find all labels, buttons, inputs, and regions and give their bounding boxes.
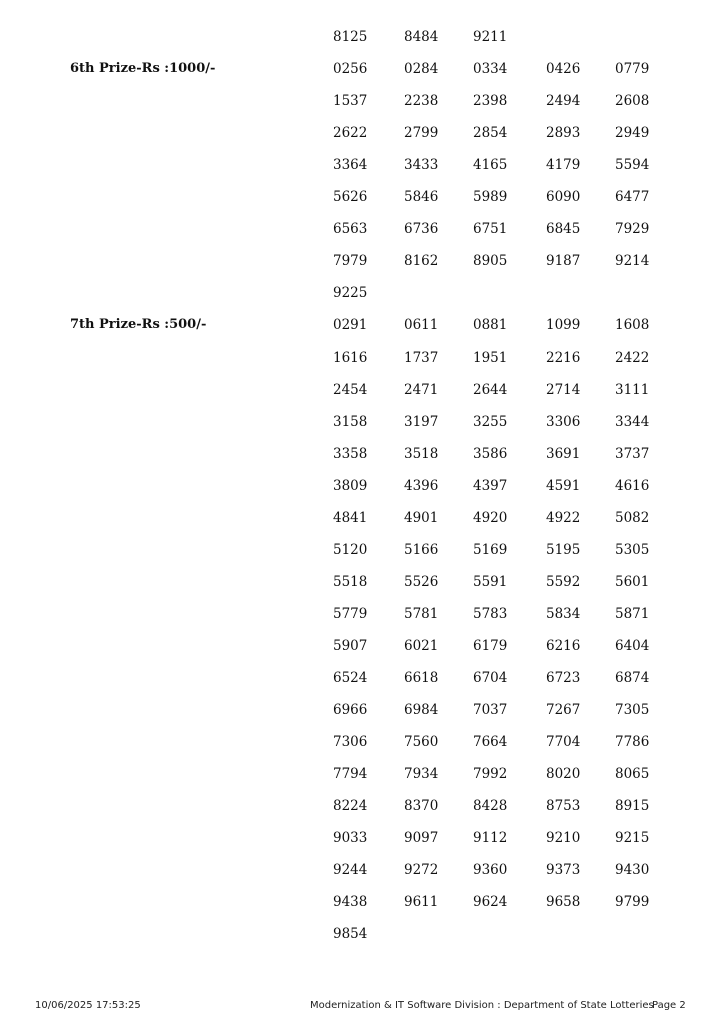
ticket-number: 5779 [333,605,368,622]
ticket-number: 9211 [473,29,508,45]
ticket-number: 6563 [333,221,368,238]
number-row [0,91,724,111]
ticket-number: 9611 [404,894,439,911]
number-row [0,251,724,271]
ticket-number: 9373 [546,862,581,879]
ticket-number: 6477 [615,189,650,206]
ticket-number: 0426 [546,61,581,78]
ticket-number: 7786 [615,734,650,751]
ticket-number: 2471 [404,381,439,398]
ticket-number: 3358 [333,445,368,462]
number-row [0,380,724,400]
ticket-number: 6845 [546,221,581,238]
ticket-number: 4901 [404,509,439,526]
ticket-number: 8915 [615,798,650,815]
ticket-number: 6966 [333,702,368,719]
ticket-number: 3111 [615,381,650,398]
ticket-number: 6524 [333,670,368,686]
ticket-number: 7267 [546,702,581,719]
ticket-number: 4179 [546,157,581,174]
ticket-number: 3518 [404,445,439,462]
ticket-number: 6021 [404,637,439,654]
ticket-number: 5592 [546,573,581,590]
ticket-number: 2422 [615,349,650,366]
ticket-number: 5169 [473,541,508,558]
ticket-number: 7992 [473,766,508,783]
ticket-number: 0284 [404,61,439,78]
ticket-number: 8484 [404,29,439,45]
ticket-number: 2714 [546,381,581,398]
ticket-number: 5846 [404,189,439,206]
ticket-number: 6874 [615,670,650,686]
ticket-number: 9360 [473,862,508,879]
number-row [0,892,724,912]
ticket-number: 7306 [333,734,368,751]
number-row [0,508,724,528]
ticket-number: 9244 [333,862,368,879]
ticket-number: 5082 [615,509,650,526]
ticket-number: 8224 [333,798,368,815]
ticket-number: 0291 [333,317,368,334]
number-row [0,283,724,303]
print-timestamp: 10/06/2025 17:53:25 [35,1000,141,1011]
ticket-number: 8065 [615,766,650,783]
ticket-number: 9214 [615,253,650,270]
ticket-number: 1537 [333,93,368,110]
ticket-number: 5601 [615,573,650,590]
ticket-number: 5305 [615,541,650,558]
ticket-number: 8428 [473,798,508,815]
ticket-number: 8753 [546,798,581,815]
ticket-number: 4396 [404,477,439,494]
footer-division: Modernization & IT Software Division : Department of State Lotteries [310,1000,654,1011]
ticket-number: 9272 [404,862,439,879]
ticket-number: 4616 [615,477,650,494]
ticket-number: 9799 [615,894,650,911]
number-row [0,732,724,752]
number-row [0,27,724,47]
ticket-number: 6216 [546,637,581,654]
page-number: Page 2 [652,1000,686,1011]
ticket-number: 5783 [473,605,508,622]
ticket-number: 3737 [615,445,650,462]
ticket-number: 7664 [473,734,508,751]
number-row [0,764,724,784]
ticket-number: 3255 [473,413,508,430]
ticket-number: 5626 [333,189,368,206]
ticket-number: 2608 [615,93,650,110]
ticket-number: 0334 [473,61,508,78]
number-row [0,668,724,688]
ticket-number: 5781 [404,605,439,622]
ticket-number: 7794 [333,766,368,783]
ticket-number: 2799 [404,125,439,142]
number-row [0,412,724,432]
ticket-number: 9112 [473,830,508,847]
ticket-number: 3344 [615,413,650,430]
ticket-number: 8370 [404,798,439,815]
ticket-number: 2398 [473,93,508,110]
ticket-number: 3306 [546,413,581,430]
ticket-number: 6984 [404,702,439,719]
ticket-number: 6723 [546,670,581,686]
ticket-number: 5907 [333,637,368,654]
number-row [0,604,724,624]
ticket-number: 5120 [333,541,368,558]
number-row [0,860,724,880]
ticket-number: 0611 [404,317,439,334]
ticket-number: 7560 [404,734,439,751]
ticket-number: 5871 [615,605,650,622]
ticket-number: 7037 [473,702,508,719]
ticket-number: 0256 [333,61,368,78]
ticket-number: 8162 [404,253,439,270]
number-row [0,540,724,560]
ticket-number: 8125 [333,29,368,45]
ticket-number: 1099 [546,317,581,334]
ticket-number: 2238 [404,93,439,110]
ticket-number: 9430 [615,862,650,879]
ticket-number: 4920 [473,509,508,526]
ticket-number: 0881 [473,317,508,334]
ticket-number: 2216 [546,349,581,366]
ticket-number: 2949 [615,125,650,142]
ticket-number: 5195 [546,541,581,558]
number-row [0,444,724,464]
ticket-number: 9097 [404,830,439,847]
ticket-number: 7934 [404,766,439,783]
ticket-number: 6618 [404,670,439,686]
ticket-number: 3158 [333,413,368,430]
ticket-number: 3586 [473,445,508,462]
ticket-number: 4922 [546,509,581,526]
ticket-number: 2454 [333,381,368,398]
ticket-number: 9624 [473,894,508,911]
prize-label: 7th Prize-Rs :500/- [70,317,207,333]
ticket-number: 5518 [333,573,368,590]
ticket-number: 1737 [404,349,439,366]
ticket-number: 2893 [546,125,581,142]
ticket-number: 1616 [333,349,368,366]
ticket-number: 6179 [473,637,508,654]
number-row [0,476,724,496]
ticket-number: 1608 [615,317,650,334]
number-row [0,636,724,656]
ticket-number: 9033 [333,830,368,847]
ticket-number: 1951 [473,349,508,366]
ticket-number: 3809 [333,477,368,494]
ticket-number: 3364 [333,157,368,174]
ticket-number: 6404 [615,637,650,654]
ticket-number: 9854 [333,926,368,943]
number-row [0,187,724,207]
number-row [0,572,724,592]
ticket-number: 5989 [473,189,508,206]
ticket-number: 7929 [615,221,650,238]
ticket-number: 4165 [473,157,508,174]
ticket-number: 4397 [473,477,508,494]
number-row [0,348,724,368]
ticket-number: 6090 [546,189,581,206]
ticket-number: 9658 [546,894,581,911]
ticket-number: 6751 [473,221,508,238]
ticket-number: 5591 [473,573,508,590]
ticket-number: 8905 [473,253,508,270]
ticket-number: 0779 [615,61,650,78]
ticket-number: 3691 [546,445,581,462]
ticket-number: 3433 [404,157,439,174]
ticket-number: 9438 [333,894,368,911]
ticket-number: 9210 [546,830,581,847]
ticket-number: 9187 [546,253,581,270]
number-row [0,924,724,944]
ticket-number: 3197 [404,413,439,430]
ticket-number: 9215 [615,830,650,847]
prize-label: 6th Prize-Rs :1000/- [70,61,216,77]
ticket-number: 7704 [546,734,581,751]
ticket-number: 9225 [333,285,368,302]
ticket-number: 6704 [473,670,508,686]
ticket-number: 7979 [333,253,368,270]
number-row [0,155,724,175]
number-row [0,700,724,720]
ticket-number: 5526 [404,573,439,590]
ticket-number: 7305 [615,702,650,719]
number-row [0,123,724,143]
ticket-number: 2622 [333,125,368,142]
number-row [0,828,724,848]
number-row [0,219,724,239]
number-row [0,796,724,816]
ticket-number: 5834 [546,605,581,622]
ticket-number: 5594 [615,157,650,174]
number-row [0,315,724,335]
ticket-number: 2644 [473,381,508,398]
ticket-number: 8020 [546,766,581,783]
ticket-number: 5166 [404,541,439,558]
ticket-number: 2494 [546,93,581,110]
ticket-number: 4841 [333,509,368,526]
ticket-number: 4591 [546,477,581,494]
number-row [0,59,724,79]
ticket-number: 2854 [473,125,508,142]
ticket-number: 6736 [404,221,439,238]
